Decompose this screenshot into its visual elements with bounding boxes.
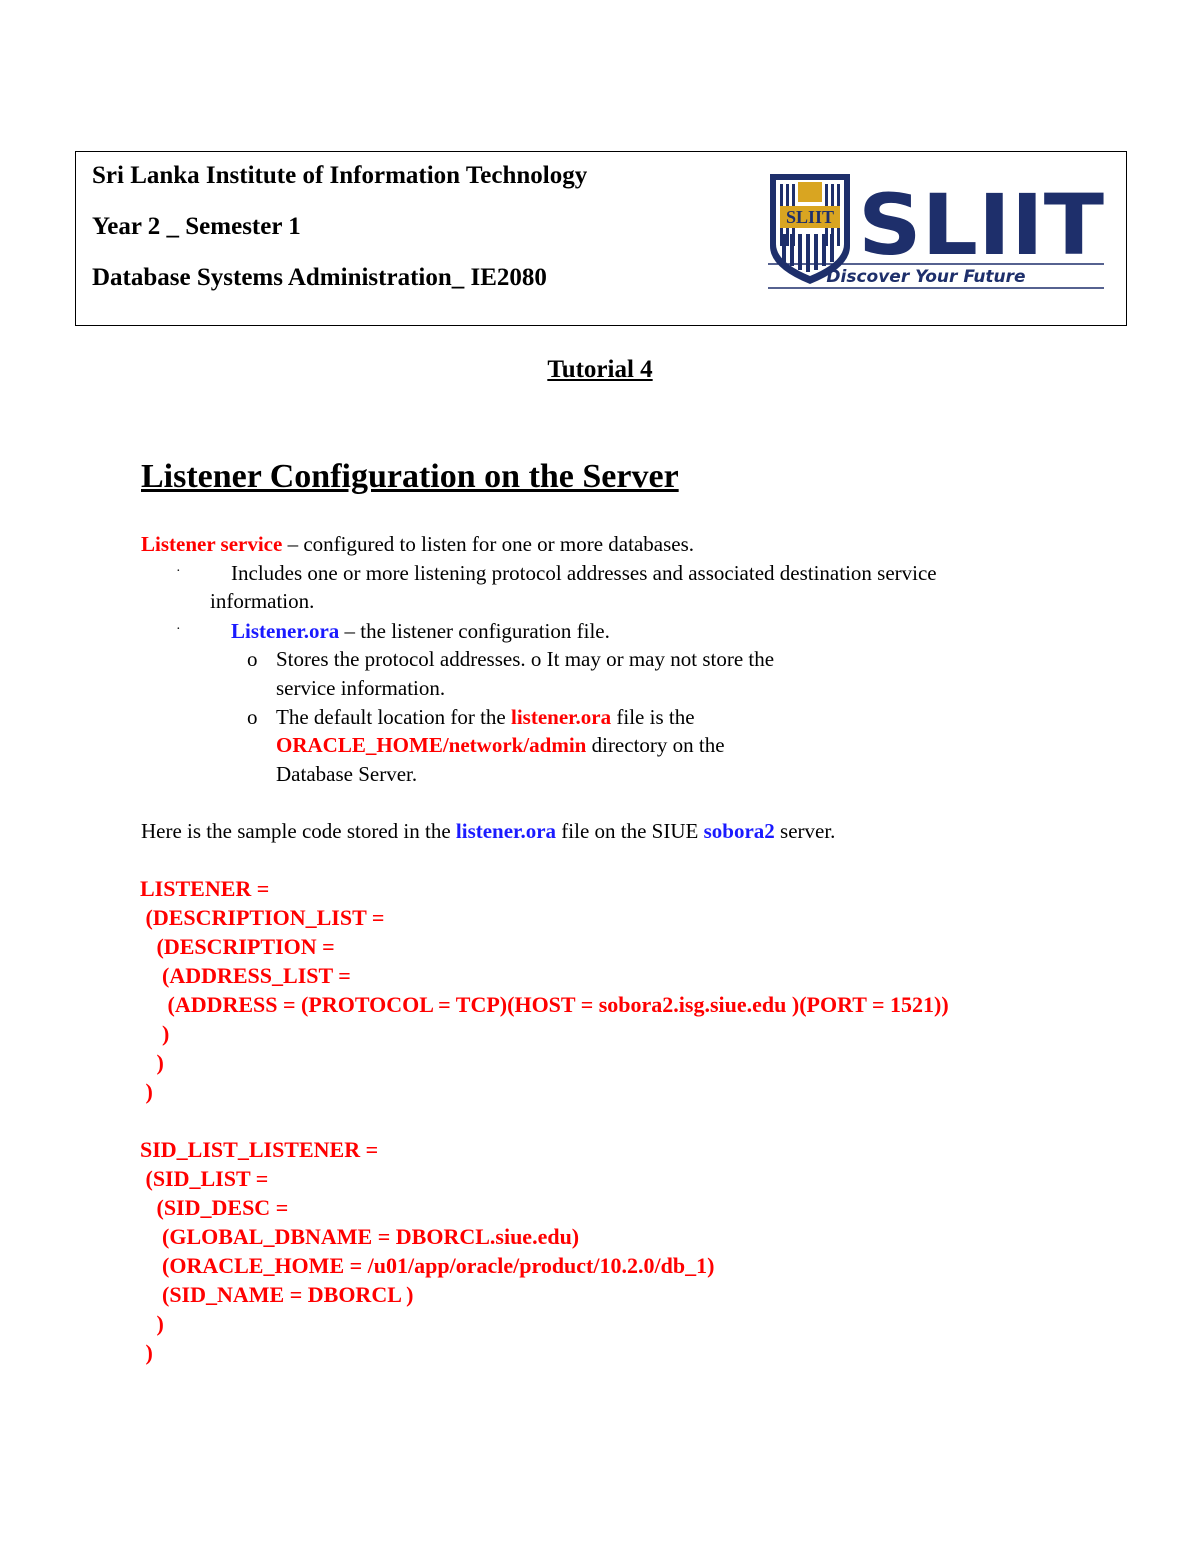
code-line: ) (140, 1079, 153, 1104)
institute-name: Sri Lanka Institute of Information Technology (92, 162, 588, 189)
listener-ora-file: listener.ora (511, 705, 612, 729)
code-line: (DESCRIPTION_LIST = (140, 905, 385, 930)
code-line: ) (140, 1340, 153, 1365)
code-line: (SID_NAME = DBORCL ) (140, 1282, 414, 1307)
sub-bullet-1-line-2: service information. (276, 676, 446, 700)
year-semester: Year 2 _ Semester 1 (92, 213, 301, 240)
code-line: (ADDRESS_LIST = (140, 963, 351, 988)
code-line: ) (140, 1050, 164, 1075)
listener-ora-term: Listener.ora (231, 619, 340, 643)
listener-service-term: Listener service (141, 532, 283, 556)
sub-bullet-2-line-1: The default location for the listener.ora file is the (276, 705, 695, 729)
listener-ora-link-text: listener.ora (455, 819, 557, 843)
sub-bullet-marker: o (247, 647, 258, 671)
sample-sentence: Here is the sample code stored in the listener.ora file on the SIUE sobora2 server. (141, 819, 836, 843)
code-line: (SID_DESC = (140, 1195, 289, 1220)
course-name: Database Systems Administration_ IE2080 (92, 264, 547, 291)
sliit-logo (766, 168, 1106, 293)
logo-wordmark: SLIIT (858, 176, 1104, 274)
code-line: (DESCRIPTION = (140, 934, 335, 959)
sub-bullet-2-line-3: Database Server. (276, 762, 418, 786)
intro-line (141, 532, 694, 557)
intro-text: – configured to listen for one or more databases. (282, 532, 695, 556)
sub-bullet-marker: o (247, 705, 258, 729)
oracle-home-path: ORACLE_HOME/network/admin (276, 733, 587, 757)
sub-bullet-2-line-2: ORACLE_HOME/network/admin directory on the (276, 733, 725, 757)
logo-tagline: Discover Your Future (826, 267, 1026, 287)
code-line: ) (140, 1021, 170, 1046)
bullet-marker: · (176, 564, 181, 579)
tutorial-title: Tutorial 4 (547, 356, 653, 383)
code-line: SID_LIST_LISTENER = (140, 1137, 379, 1162)
listener-code-block (140, 874, 949, 1367)
bullet-marker: · (176, 622, 181, 637)
bullet-1-line-2: information. (210, 589, 315, 613)
code-line: (ADDRESS = (PROTOCOL = TCP)(HOST = sobora2.isg.siue.edu )(PORT = 1521)) (140, 992, 949, 1017)
code-line: (GLOBAL_DBNAME = DBORCL.siue.edu) (140, 1224, 580, 1249)
code-line: (ORACLE_HOME = /u01/app/oracle/product/10.2.0/db_1) (140, 1253, 715, 1278)
code-line: LISTENER = (140, 876, 270, 901)
server-name: sobora2 (703, 819, 775, 843)
sub-bullet-1-line-1: Stores the protocol addresses. o It may or may not store the (276, 647, 775, 671)
code-line: ) (140, 1311, 164, 1336)
course-header-box (75, 151, 1127, 326)
bullet-2-line: Listener.ora – the listener configuration file. (231, 619, 610, 643)
bullet-1-line-1: Includes one or more listening protocol addresses and associated destination service (231, 561, 937, 585)
code-line: (SID_LIST = (140, 1166, 269, 1191)
code-spacer (140, 1106, 949, 1135)
shield-text: SLIIT (785, 207, 835, 227)
section-title: Listener Configuration on the Server (141, 458, 679, 495)
